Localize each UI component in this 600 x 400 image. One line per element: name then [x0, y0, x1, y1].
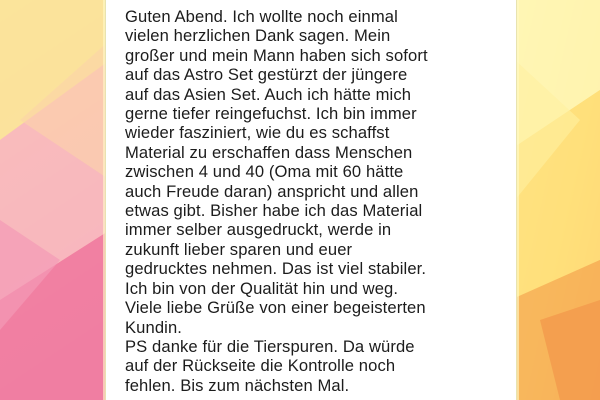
message-text: Guten Abend. Ich wollte noch einmal vielen herzlichen Dank sagen. Mein großer und mein Mann haben sich sofort auf das Astro Set gestürzt der jüngere auf das Asien Set. Auch ich hätte mich gerne tiefer reingefuchst. Ich bin immer wieder fasziniert, wie du es schaffst Material zu erschaffen dass Menschen zwischen 4 und 40 (Oma mit 60 hätte auch Freude daran) anspricht und allen etwas gibt. Bisher habe ich das Material immer selber ausgedruckt, werde in zukunft lieber sparen und euer gedrucktes nehmen. Das ist viel stabiler. Ich bin von der Qualität hin und weg. Viele liebe Grüße von einer begeisterten Kundin. PS danke für die Tierspuren. Da würde auf der Rückseite die Kontrolle noch fehlen. Bis zum nächsten Mal.	[125, 7, 428, 395]
message-card	[105, 0, 517, 400]
